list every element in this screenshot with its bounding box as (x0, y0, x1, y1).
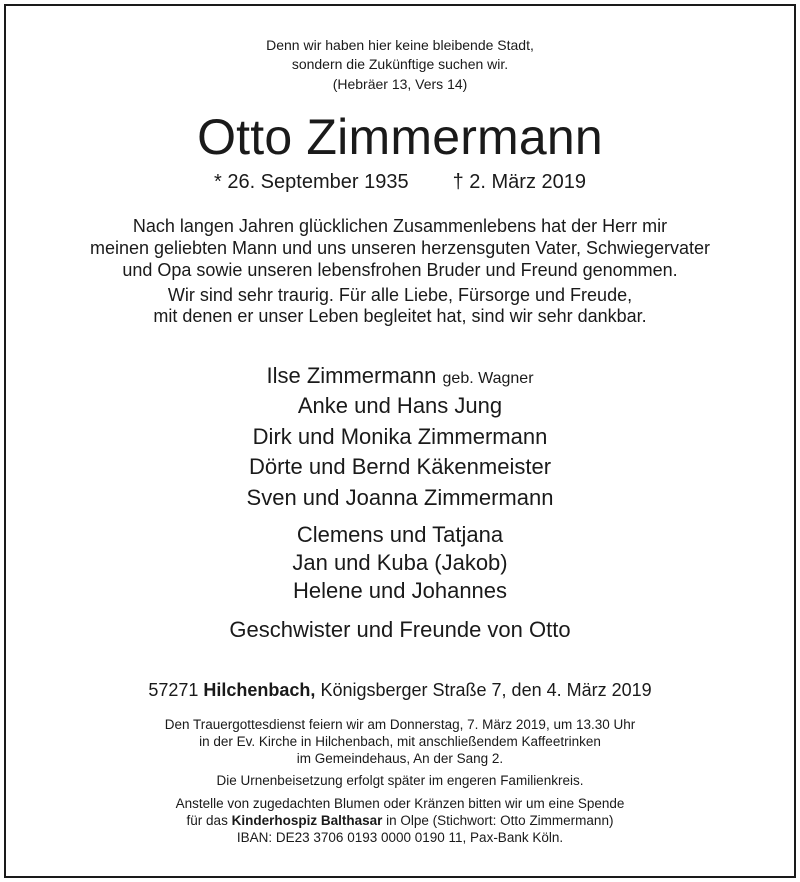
donation-prefix: für das (186, 813, 228, 828)
mourner-child-3: Dörte und Bernd Käkenmeister (248, 454, 552, 479)
deceased-name: Otto Zimmermann (197, 109, 603, 165)
service-line-2: in der Ev. Kirche in Hilchenbach, mit anschließendem Kaffeetrinken (199, 734, 601, 749)
verse-reference: (Hebräer 13, Vers 14) (332, 76, 468, 92)
mourner-grandchild-3: Helene und Johannes (292, 578, 508, 603)
address-city: Hilchenbach, (203, 680, 316, 700)
verse-line-1: Denn wir haben hier keine bleibende Stadt, (266, 37, 534, 53)
text-p2-line-1: Wir sind sehr traurig. Für alle Liebe, Fürsorge und Freude, (167, 285, 633, 305)
donation-organisation: Kinderhospiz Balthasar (231, 813, 383, 828)
address-street-date: Königsberger Straße 7, den 4. März 2019 (320, 680, 652, 700)
death-date: † 2. März 2019 (452, 171, 586, 193)
donation-suffix: in Olpe (Stichwort: Otto Zimmermann) (386, 813, 614, 828)
mourner-child-1: Anke und Hans Jung (297, 393, 503, 418)
address-postcode: 57271 (148, 680, 199, 700)
mourner-child-2: Dirk und Monika Zimmermann (252, 424, 548, 449)
mourner-spouse (0, 363, 800, 389)
mourner-others: Geschwister und Freunde von Otto (229, 617, 571, 642)
mourner-grandchild-1: Clemens und Tatjana (296, 522, 504, 547)
spouse-name: Ilse Zimmermann (266, 363, 437, 388)
address-line (0, 680, 800, 701)
birth-date: * 26. September 1935 (213, 171, 409, 193)
mourner-grandchild-2: Jan und Kuba (Jakob) (292, 550, 508, 575)
service-line-3: im Gemeindehaus, An der Sang 2. (296, 751, 504, 766)
donation-iban: IBAN: DE23 3706 0193 0000 0190 11, Pax-Bank Köln. (236, 830, 564, 845)
spouse-maiden-name: geb. Wagner (442, 370, 534, 387)
text-p1-line-1: Nach langen Jahren glücklichen Zusammenlebens hat der Herr mir (132, 216, 668, 236)
service-line-1: Den Trauergottesdienst feiern wir am Donnerstag, 7. März 2019, um 13.30 Uhr (164, 717, 636, 732)
text-p1-line-2: meinen geliebten Mann und uns unseren herzensguten Vater, Schwiegervater (89, 238, 711, 258)
text-p2-line-2: mit denen er unser Leben begleitet hat, sind wir sehr dankbar. (153, 306, 647, 326)
life-dates (0, 171, 800, 194)
donation-line-1: Anstelle von zugedachten Blumen oder Kränzen bitten wir um eine Spende (175, 796, 625, 811)
verse-line-2: sondern die Zukünftige suchen wir. (291, 56, 509, 72)
donation-line-2 (0, 813, 800, 828)
text-p1-line-3: und Opa sowie unseren lebensfrohen Bruder und Freund genommen. (122, 260, 678, 280)
urn-notice: Die Urnenbeisetzung erfolgt später im engeren Familienkreis. (216, 773, 584, 788)
mourner-child-4: Sven und Joanna Zimmermann (246, 485, 554, 510)
